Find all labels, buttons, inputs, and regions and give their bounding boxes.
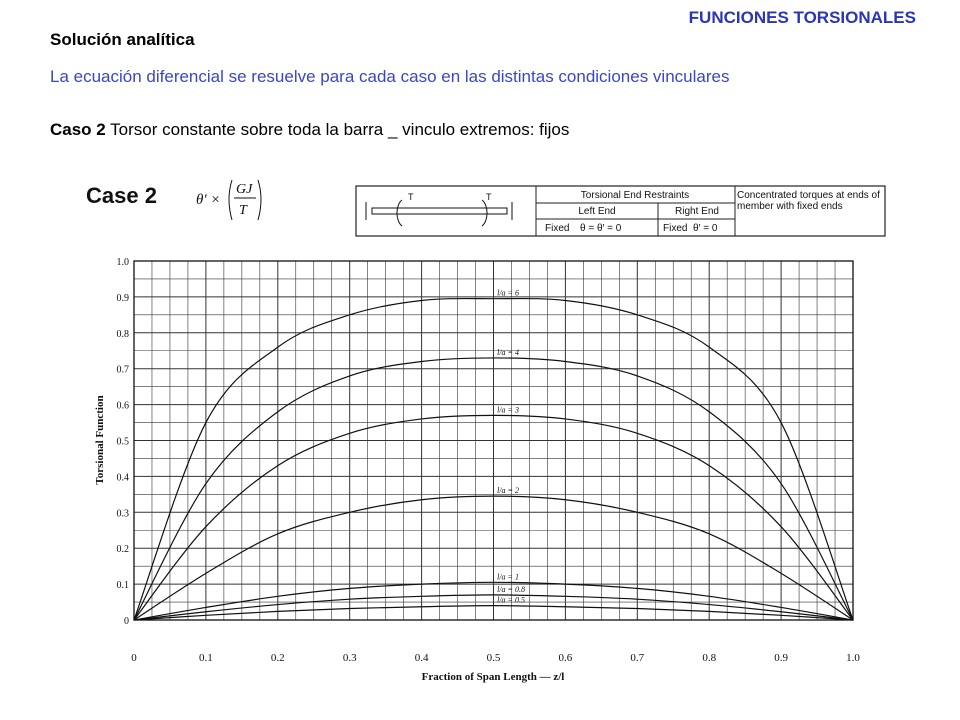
y-tick-label: 0.8 xyxy=(116,328,129,340)
figure-case-label: Case 2 xyxy=(86,183,157,208)
section-title: Solución analítica xyxy=(50,30,195,49)
formula-paren-right xyxy=(258,180,261,220)
y-tick-labels xyxy=(117,257,130,627)
chart xyxy=(94,257,860,683)
x-tick-label: 0.1 xyxy=(199,652,213,664)
right-fixed-label: Fixed xyxy=(663,223,688,234)
series-labels xyxy=(497,289,525,605)
x-tick-labels xyxy=(131,652,860,664)
chart-grid xyxy=(134,261,853,620)
y-tick-label: 0.4 xyxy=(116,472,129,484)
series-label: l/a = 0.8 xyxy=(497,584,525,594)
y-tick-label: 0.6 xyxy=(116,400,129,412)
restraints-table xyxy=(356,186,885,236)
x-tick-label: 1.0 xyxy=(846,652,860,664)
y-tick-label: 1.0 xyxy=(116,257,129,268)
right-end-label: Right End xyxy=(675,206,719,217)
x-tick-label: 0.6 xyxy=(558,652,573,664)
series-label: l/a = 1 xyxy=(497,572,519,582)
x-tick-label: 0.2 xyxy=(270,652,285,664)
y-tick-label: 0.1 xyxy=(116,580,129,592)
torque-label-left: T xyxy=(408,192,414,202)
slide-title: FUNCIONES TORSIONALES xyxy=(688,8,916,27)
restraints-description: Concentrated torques at ends of member with fixed ends xyxy=(737,190,880,212)
y-tick-label: 0.2 xyxy=(116,544,129,556)
y-tick-label: 0 xyxy=(124,616,129,627)
left-fixed-label: Fixed xyxy=(545,223,570,234)
y-tick-label: 0.5 xyxy=(116,436,129,448)
formula-denominator: T xyxy=(239,203,247,218)
left-end-label: Left End xyxy=(578,206,616,217)
intro-text: La ecuación diferencial se resuelve para cada caso en las distintas condiciones vinculares xyxy=(50,67,730,86)
series-label: l/a = 0.5 xyxy=(497,595,525,605)
x-tick-label: 0.7 xyxy=(630,652,645,664)
x-tick-label: 0.9 xyxy=(774,652,788,664)
restraints-header: Torsional End Restraints xyxy=(580,190,690,201)
right-condition: θ′ = 0 xyxy=(693,223,718,234)
series-label: l/a = 6 xyxy=(497,288,519,298)
case-label: Caso 2 xyxy=(50,120,106,139)
formula-paren-left xyxy=(229,180,232,220)
y-tick-label: 0.7 xyxy=(116,364,129,376)
y-axis-label: Torsional Function xyxy=(94,395,106,485)
series-label: l/a = 4 xyxy=(497,347,519,357)
case-text: Torsor constante sobre toda la barra _ vinculo extremos: fijos xyxy=(105,120,570,139)
x-tick-label: 0.4 xyxy=(414,652,429,664)
x-tick-label: 0.8 xyxy=(702,652,717,664)
y-tick-label: 0.9 xyxy=(116,292,129,304)
formula-theta: θ′ × xyxy=(196,192,221,208)
left-condition: θ = θ′ = 0 xyxy=(580,223,622,234)
torque-label-right: T xyxy=(486,192,492,202)
formula xyxy=(196,180,261,220)
series-label: l/a = 3 xyxy=(497,405,519,415)
x-tick-label: 0 xyxy=(131,652,137,664)
x-axis-label: Fraction of Span Length — z/l xyxy=(421,671,565,683)
formula-numerator: GJ xyxy=(236,182,253,197)
y-tick-label: 0.3 xyxy=(116,508,129,520)
x-tick-label: 0.3 xyxy=(342,652,357,664)
x-tick-label: 0.5 xyxy=(486,652,501,664)
series-label: l/a = 2 xyxy=(497,486,519,496)
